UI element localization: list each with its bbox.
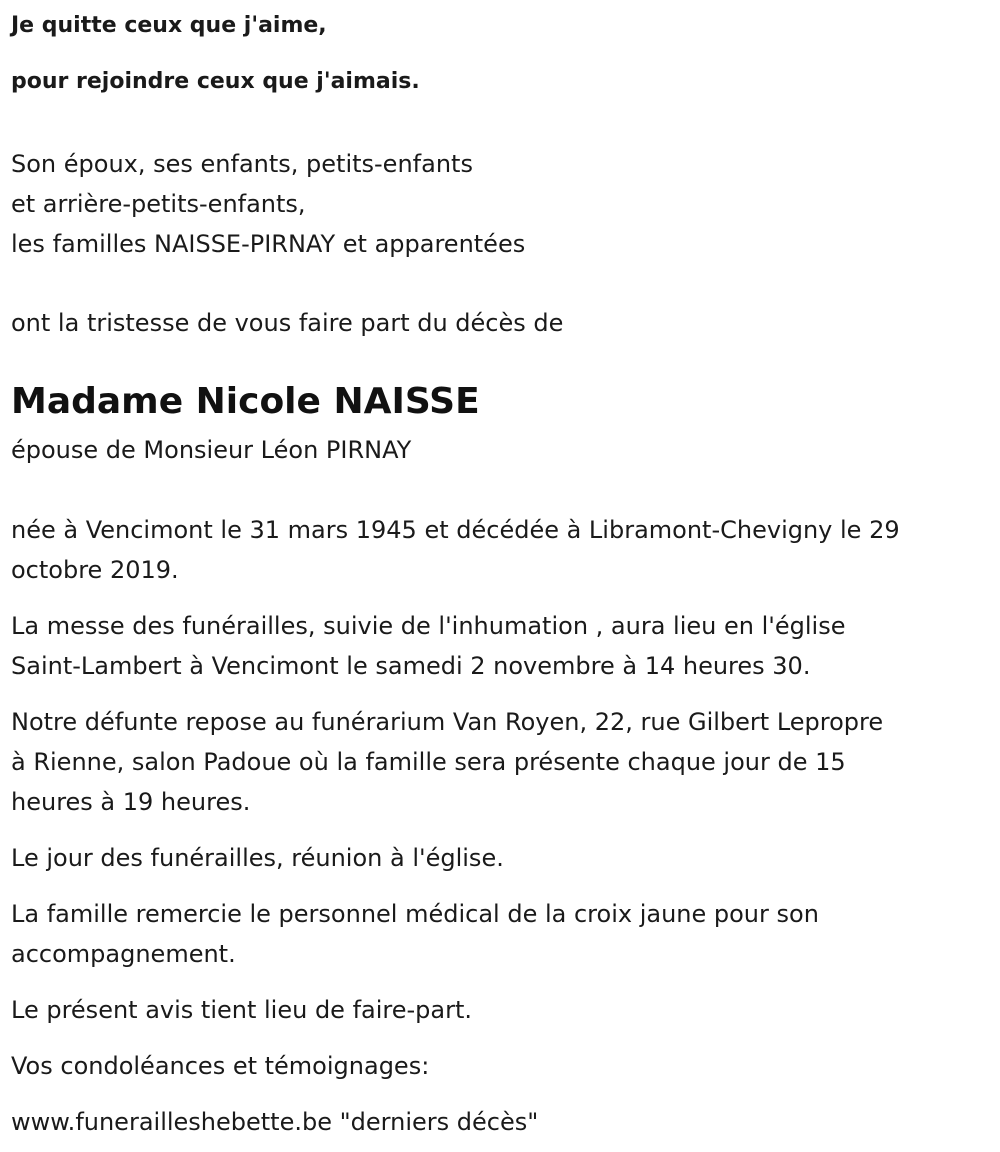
funeral-day-paragraph: Le jour des funérailles, réunion à l'église. — [11, 844, 504, 872]
family-announcement — [11, 144, 525, 264]
intro-text: ont la tristesse de vous faire part du décès de — [11, 309, 564, 337]
family-line: les familles NAISSE-PIRNAY et apparentées — [11, 230, 526, 258]
quote-line-2: pour rejoindre ceux que j'aimais. — [11, 69, 420, 94]
paragraph-line: accompagnement. — [11, 940, 236, 968]
paragraph-line: Saint-Lambert à Vencimont le samedi 2 novembre à 14 heures 30. — [11, 652, 811, 680]
notice-paragraph: Le présent avis tient lieu de faire-part. — [11, 996, 473, 1024]
thanks-paragraph — [11, 894, 991, 974]
paragraph-line: octobre 2019. — [11, 556, 179, 584]
paragraph-line: La famille remercie le personnel médical de la croix jaune pour son — [11, 900, 819, 928]
paragraph-line: Notre défunte repose au funérarium Van Royen, 22, rue Gilbert Lepropre — [11, 708, 884, 736]
family-line: et arrière-petits-enfants, — [11, 190, 306, 218]
birth-death-paragraph — [11, 510, 991, 590]
condolences-label: Vos condoléances et témoignages: — [11, 1052, 430, 1080]
funeral-mass-paragraph — [11, 606, 991, 686]
deceased-name: Madame Nicole NAISSE — [11, 381, 480, 422]
family-line: Son époux, ses enfants, petits-enfants — [11, 150, 473, 178]
paragraph-line: heures à 19 heures. — [11, 788, 251, 816]
paragraph-line: à Rienne, salon Padoue où la famille sera présente chaque jour de 15 — [11, 748, 846, 776]
paragraph-line: La messe des funérailles, suivie de l'inhumation , aura lieu en l'église — [11, 612, 846, 640]
paragraph-line: née à Vencimont le 31 mars 1945 et décédée à Libramont-Chevigny le 29 — [11, 516, 900, 544]
quote-line-1: Je quitte ceux que j'aime, — [11, 13, 327, 38]
funeral-home-paragraph — [11, 702, 991, 822]
spouse-text: épouse de Monsieur Léon PIRNAY — [11, 436, 412, 464]
condolences-website: www.funerailleshebette.be "derniers décès" — [11, 1108, 539, 1136]
